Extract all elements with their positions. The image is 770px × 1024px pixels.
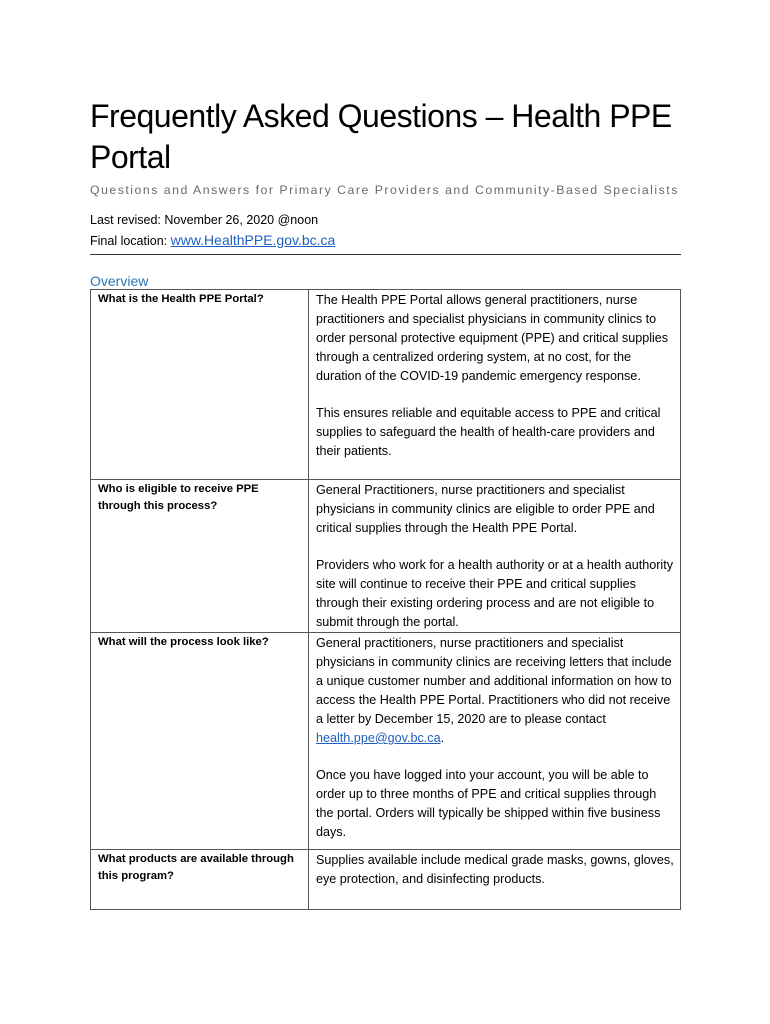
faq-question: What will the process look like? — [91, 633, 309, 850]
faq-answer — [309, 290, 681, 480]
faq-answer-paragraph: Once you have logged into your account, you will be able to order up to three months of PPE and critical supplies through the portal. Orders will typically be shipped within five business days. — [316, 768, 661, 839]
final-location — [90, 230, 681, 251]
page-title — [90, 96, 681, 178]
faq-question: What products are available through this program? — [91, 850, 309, 910]
answer-text: General practitioners, nurse practitioners and specialist physicians in community clinics are receiving letters that include a unique customer number and additional information on how to access the Health PPE Portal. Practitioners who did not receive a letter by December 15, 2020 are to please contact — [316, 636, 672, 726]
answer-text-end: . — [440, 731, 445, 745]
page-subtitle: Questions and Answers for Primary Care Providers and Community-Based Specialists — [90, 183, 679, 197]
final-location-label: Final location: — [90, 234, 171, 248]
faq-row — [91, 633, 681, 850]
faq-row — [91, 850, 681, 910]
faq-answer-paragraph: General Practitioners, nurse practitioners and specialist physicians in community clinics are eligible to order PPE and critical supplies through the Health PPE Portal. — [316, 483, 655, 535]
title-line-1: Frequently Asked Questions – Health PPE — [90, 98, 672, 134]
faq-answer — [309, 480, 681, 633]
faq-answer — [309, 633, 681, 850]
faq-row — [91, 480, 681, 633]
faq-question: Who is eligible to receive PPE through this process? — [91, 480, 309, 633]
faq-answer-paragraph: The Health PPE Portal allows general practitioners, nurse practitioners and specialist physicians in community clinics to order personal protective equipment (PPE) and critical supplies through a centralized ordering system, at no cost, for the duration of the COVID-19 pandemic emergency response. — [316, 293, 669, 383]
section-heading-overview: Overview — [90, 273, 149, 289]
faq-table — [90, 289, 681, 910]
faq-answer-paragraph: This ensures reliable and equitable access to PPE and critical supplies to safeguard the health of health-care providers and their patients. — [316, 406, 661, 458]
header-divider — [90, 254, 681, 255]
faq-answer-paragraph: Supplies available include medical grade masks, gowns, gloves, eye protection, and disinfecting products. — [316, 853, 674, 886]
revision-meta — [90, 210, 681, 251]
faq-row — [91, 290, 681, 480]
faq-answer-paragraph: Providers who work for a health authority or at a health authority site will continue to receive their PPE and critical supplies through their existing ordering process and are not eligible to submit through the portal. — [316, 558, 674, 629]
contact-email-link[interactable]: health.ppe@gov.bc.ca — [316, 731, 441, 745]
faq-answer-paragraph — [316, 634, 674, 748]
faq-question: What is the Health PPE Portal? — [91, 290, 309, 480]
title-line-2: Portal — [90, 139, 171, 175]
document-page — [90, 96, 681, 910]
last-revised: Last revised: November 26, 2020 @noon — [90, 213, 319, 227]
faq-answer — [309, 850, 681, 910]
final-location-link[interactable]: www.HealthPPE.gov.bc.ca — [170, 232, 336, 248]
